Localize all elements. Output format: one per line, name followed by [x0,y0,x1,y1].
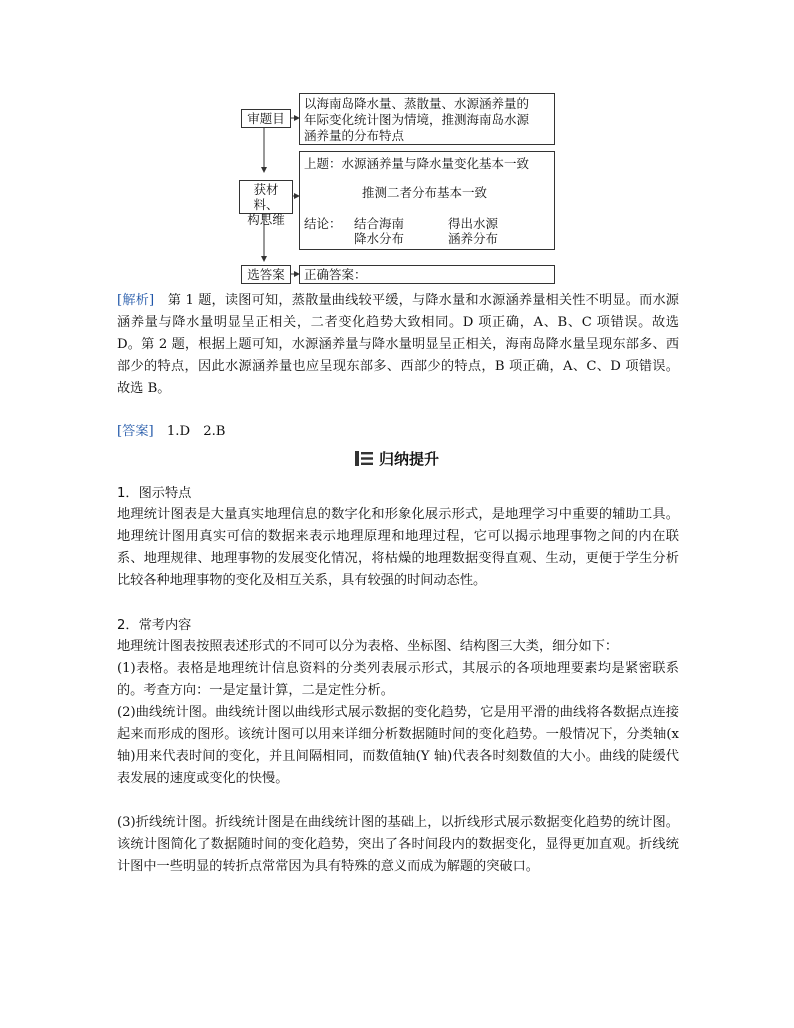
section-title: 归纳提升 [378,450,439,468]
material-label-box [239,180,293,227]
s1-body: 地理统计图表是大量真实地理信息的数字化和形象化展示形式，是地理学习中重要的辅助工具。地理统计图用真实可信的数据来表示地理原理和地理过程，它可以揭示地理事物之间的内在联系、地理规律、地理事物的发展变化情况，将枯燥的地理数据变得直观、生动，更便于学生分析比较各种地理事物的变化及相互关系，具有较强的时间动态性。 [117,507,679,588]
review-text-line1: 以海南岛降水量、蒸散量、水源涵养量的 [304,96,530,111]
material-label-line1: 获材料、 [253,182,279,212]
previous-question-text: 上题：水源涵养量与降水量变化基本一致 [304,156,530,171]
problem-solving-flowchart [237,93,557,285]
answer-text: 1.D 2.B [153,424,226,439]
s2-title: 2．常考内容 [117,618,192,633]
s2-intro: 地理统计图表按照表述形式的不同可以分为表格、坐标图、结构图三大类，细分如下： [117,639,619,654]
s2-item3: (3)折线统计图。折线统计图是在曲线统计图的基础上，以折线形式展示数据变化趋势的统计图。该统计图简化了数据随时间的变化趋势，突出了各时间段内的数据变化，显得更加直观。折线统计图中一些明显的转折点常常因为具有特殊的意义而成为解题的突破口。 [117,815,679,874]
review-label: 审题目 [247,111,285,126]
answer-tag: [答案] [117,424,154,439]
s1-title: 1．图示特点 [117,486,192,501]
analysis-paragraph [117,290,679,400]
answer-paragraph [117,421,679,443]
result-text-line2: 涵养分布 [448,231,499,246]
result-text-line1: 得出水源 [448,216,499,231]
s2-item2: (2)曲线统计图。曲线统计图以曲线形式展示数据的变化趋势，它是用平滑的曲线将各数据点连接起来而形成的图形。该统计图可以用来详细分析数据随时间的变化趋势。一般情况下，分类轴(x 轴)用来代表时间的变化，并且间隔相同，而数值轴(Y 轴)代表各时刻数值的大小。曲线的陡缓代表发展的速度或变化的快慢。 [117,705,679,786]
correct-answer-label: 正确答案： [304,267,367,282]
answer-label: 选答案 [247,267,285,282]
combine-text-line1: 结合海南 [354,216,405,231]
review-label-box [241,109,291,128]
answer-label-box [241,265,291,284]
correct-answer-box [299,265,555,284]
reasoning-box [299,151,555,250]
material-label-line2: 构思维 [247,212,285,227]
analysis-tag: [解析] [117,293,155,308]
section-heading [0,448,794,470]
review-text-line3: 涵养量的分布特点 [304,128,405,143]
review-text-box [299,93,555,145]
analysis-text: 第 1 题，读图可知，蒸散量曲线较平缓，与降水量和水源涵养量相关性不明显。而水源涵养量与降水量明显呈正相关，二者变化趋势大致相同。D 项正确，A、B、C 项错误。故选 D。第 2 题，根据上题可知，水源涵养量与降水量明显呈正相关，海南岛降水量呈现东部多、西部少的特点，因此水源涵养量也应呈现东部多、西部少的特点，B 项正确，A、C、D 项错误。故选 B。 [117,293,679,396]
inference-text: 推测二者分布基本一致 [362,185,488,200]
review-text-line2: 年际变化统计图为情境，推测海南岛水源 [304,112,530,127]
combine-text-line2: 降水分布 [354,231,405,246]
s2-item1: (1)表格。表格是地理统计信息资料的分类列表展示形式，其展示的各项地理要素均是紧密联系的。考查方向：一是定量计算，二是定性分析。 [117,661,679,698]
list-icon [355,451,373,470]
conclusion-label: 结论： [304,216,342,231]
